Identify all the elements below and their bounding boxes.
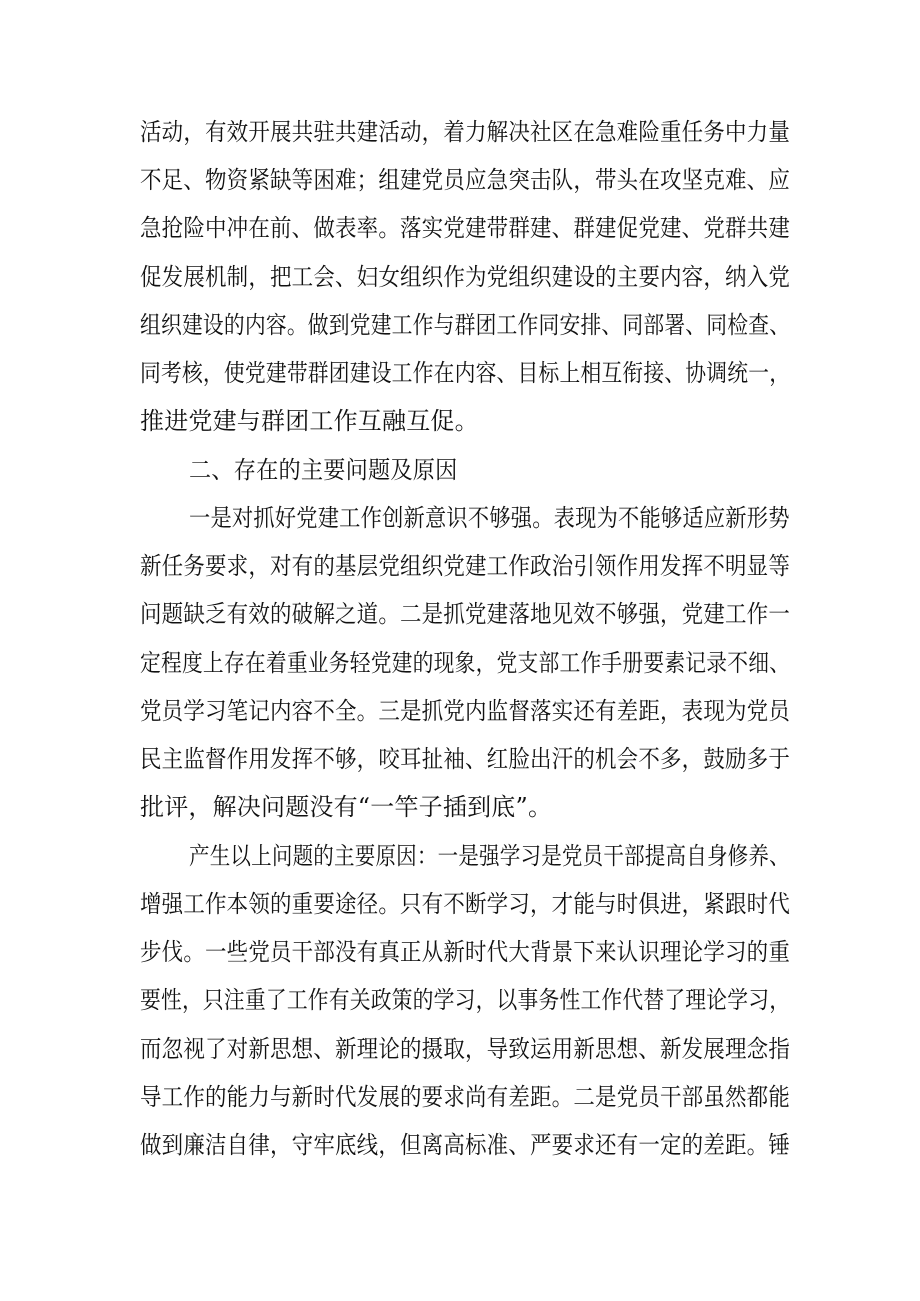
paragraph1-line: 推进党建与群团工作互融互促。 (140, 407, 479, 435)
paragraph3-line: 产生以上问题的主要原因：一是强学习是党员干部提高自身修养、 (189, 842, 790, 870)
paragraph2-line: 定程度上存在着重业务轻党建的现象，党支部工作手册要素记录不细、 (140, 649, 791, 677)
section-heading: 二、存在的主要问题及原因 (189, 456, 458, 484)
paragraph2-line: 批评，解决问题没有“一竿子插到底”。 (140, 793, 553, 821)
paragraph2-line: 新任务要求，对有的基层党组织党建工作政治引领作用发挥不明显等 (140, 552, 790, 580)
paragraph2-line: 民主监督作用发挥不够，咬耳扯袖、红脸出汗的机会不多，鼓励多于 (140, 745, 790, 773)
paragraph3-line: 而忽视了对新思想、新理论的摄取，导致运用新思想、新发展理念指 (140, 1035, 790, 1063)
paragraph1-line: 不足、物资紧缺等困难；组建党员应急突击队，带头在攻坚克难、应 (140, 166, 790, 194)
paragraph1-line: 同考核，使党建带群团建设工作在内容、目标上相互衔接、协调统一， (140, 359, 791, 387)
paragraph1-line: 组织建设的内容。做到党建工作与群团工作同安排、同部署、同检查、 (140, 311, 791, 339)
paragraph2-line: 一是对抓好党建工作创新意识不够强。表现为不能够适应新形势 (189, 504, 790, 532)
paragraph2-line: 问题缺乏有效的破解之道。二是抓党建落地见效不够强，党建工作一 (140, 600, 790, 628)
paragraph1-line: 活动，有效开展共驻共建活动，着力解决社区在急难险重任务中力量 (140, 118, 790, 146)
paragraph3-line: 做到廉洁自律，守牢底线，但离高标准、严要求还有一定的差距。锤 (140, 1131, 790, 1159)
paragraph3-line: 要性，只注重了工作有关政策的学习，以事务性工作代替了理论学习， (140, 986, 791, 1014)
paragraph3-line: 步伐。一些党员干部没有真正从新时代大背景下来认识理论学习的重 (140, 938, 790, 966)
paragraph2-line: 党员学习笔记内容不全。三是抓党内监督落实还有差距，表现为党员 (140, 697, 790, 725)
paragraph3-line: 增强工作本领的重要途径。只有不断学习，才能与时俱进，紧跟时代 (140, 890, 790, 918)
paragraph1-line: 促发展机制，把工会、妇女组织作为党组织建设的主要内容，纳入党 (140, 263, 790, 291)
paragraph3-line: 导工作的能力与新时代发展的要求尚有差距。二是党员干部虽然都能 (140, 1083, 790, 1111)
paragraph1-line: 急抢险中冲在前、做表率。落实党建带群建、群建促党建、党群共建 (140, 214, 790, 242)
